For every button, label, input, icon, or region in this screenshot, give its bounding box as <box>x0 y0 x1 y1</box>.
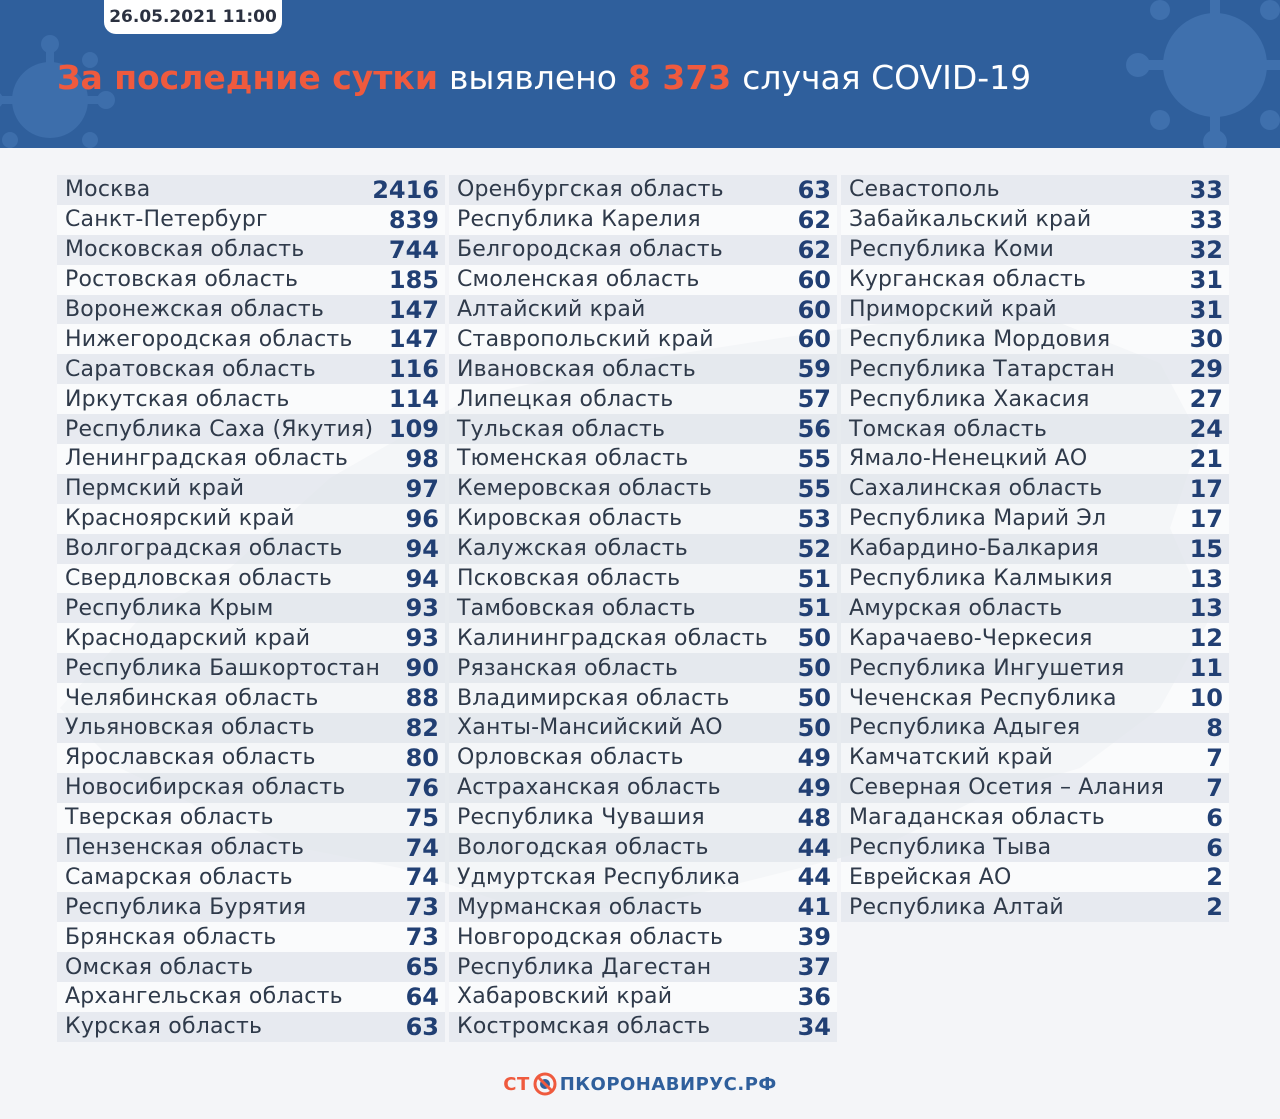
table-row <box>449 743 837 773</box>
case-count: 13 <box>1189 564 1223 593</box>
table-row <box>57 593 445 623</box>
region-name: Самарская область <box>65 864 293 890</box>
column-1 <box>57 175 445 1042</box>
case-count: 60 <box>797 265 831 294</box>
case-count: 65 <box>405 953 439 982</box>
region-name: Псковская область <box>457 566 681 592</box>
table-row <box>841 265 1229 295</box>
case-count: 60 <box>797 325 831 354</box>
case-count: 10 <box>1189 684 1223 713</box>
case-count: 63 <box>405 1012 439 1041</box>
case-count: 17 <box>1189 504 1223 533</box>
region-name: Тюменская область <box>457 446 689 472</box>
table-row <box>841 833 1229 863</box>
case-count: 94 <box>405 564 439 593</box>
region-name: Смоленская область <box>457 267 700 293</box>
region-name: Камчатский край <box>849 745 1053 771</box>
region-name: Забайкальский край <box>849 207 1092 233</box>
case-count: 55 <box>797 474 831 503</box>
table-row <box>841 504 1229 534</box>
case-count: 53 <box>797 504 831 533</box>
case-count: 73 <box>405 893 439 922</box>
region-name: Астраханская область <box>457 775 721 801</box>
region-name: Пензенская область <box>65 835 305 861</box>
region-name: Республика Татарстан <box>849 356 1115 382</box>
case-count: 11 <box>1189 654 1223 683</box>
region-name: Санкт-Петербург <box>65 207 268 233</box>
region-name: Республика Калмыкия <box>849 566 1113 592</box>
table-row <box>841 862 1229 892</box>
region-name: Московская область <box>65 237 305 263</box>
table-row <box>841 444 1229 474</box>
case-count: 60 <box>797 295 831 324</box>
region-name: Ульяновская область <box>65 715 315 741</box>
region-name: Алтайский край <box>457 297 646 322</box>
region-name: Томская область <box>849 416 1048 442</box>
region-name: Мурманская область <box>457 894 703 920</box>
table-row <box>449 593 837 623</box>
table-row <box>57 892 445 922</box>
region-name: Кемеровская область <box>457 476 713 502</box>
table-row <box>841 295 1229 325</box>
case-count: 57 <box>797 385 831 414</box>
region-name: Республика Ингушетия <box>849 655 1125 681</box>
case-count: 2416 <box>372 175 439 204</box>
region-name: Челябинская область <box>65 685 319 711</box>
table-row <box>57 1012 445 1042</box>
column-2 <box>449 175 837 1042</box>
region-name: Ямало-Ненецкий АО <box>849 446 1088 472</box>
case-count: 839 <box>388 205 439 234</box>
table-row <box>841 623 1229 653</box>
region-name: Республика Адыгея <box>849 715 1081 741</box>
case-count: 94 <box>405 534 439 563</box>
table-row <box>57 862 445 892</box>
table-row <box>449 295 837 325</box>
case-count: 97 <box>405 474 439 503</box>
region-name: Иркутская область <box>65 386 290 412</box>
table-row <box>449 683 837 713</box>
region-name: Республика Саха (Якутия) <box>65 416 374 442</box>
region-name: Ханты-Мансийский АО <box>457 715 723 741</box>
header-banner <box>0 0 1280 148</box>
region-name: Республика Алтай <box>849 894 1064 920</box>
region-name: Карачаево-Черкесия <box>849 625 1093 651</box>
region-name: Волгоградская область <box>65 536 343 562</box>
virus-icon <box>1120 0 1280 148</box>
case-count: 50 <box>797 684 831 713</box>
table-row <box>57 982 445 1012</box>
table-row <box>57 354 445 384</box>
table-row <box>449 504 837 534</box>
case-count: 93 <box>405 624 439 653</box>
region-name: Орловская область <box>457 745 684 771</box>
date-badge <box>104 0 282 34</box>
table-row <box>449 1012 837 1042</box>
page-title <box>57 58 1042 108</box>
table-row <box>449 354 837 384</box>
case-count: 109 <box>388 415 439 444</box>
case-count: 55 <box>797 444 831 473</box>
case-count: 62 <box>797 205 831 234</box>
region-name: Оренбургская область <box>457 177 724 203</box>
table-row <box>57 444 445 474</box>
table-row <box>57 414 445 444</box>
case-count: 15 <box>1189 534 1223 563</box>
region-name: Брянская область <box>65 924 277 950</box>
case-count: 93 <box>405 594 439 623</box>
table-row <box>449 265 837 295</box>
case-count: 88 <box>405 684 439 713</box>
region-name: Калининградская область <box>457 625 768 651</box>
region-name: Амурская область <box>849 595 1063 621</box>
case-count: 7 <box>1206 743 1223 772</box>
region-name: Республика Марий Эл <box>849 506 1107 532</box>
case-count: 34 <box>797 1012 831 1041</box>
table-row <box>449 653 837 683</box>
column-3 <box>841 175 1229 922</box>
table-row <box>841 474 1229 504</box>
case-count: 50 <box>797 624 831 653</box>
case-count: 51 <box>797 564 831 593</box>
table-row <box>57 205 445 235</box>
table-row <box>449 235 837 265</box>
title-accent: За последние сутки <box>57 58 438 97</box>
region-name: Костромская область <box>457 1014 711 1040</box>
region-name: Ярославская область <box>65 745 316 771</box>
region-name: Кировская область <box>457 506 683 532</box>
case-count: 116 <box>388 355 439 384</box>
region-name: Республика Тыва <box>849 835 1052 861</box>
table-row <box>57 324 445 354</box>
region-name: Рязанская область <box>457 655 679 681</box>
region-name: Удмуртская Республика <box>457 864 741 890</box>
table-row <box>449 384 837 414</box>
table-row <box>449 892 837 922</box>
case-count: 56 <box>797 415 831 444</box>
table-row <box>57 623 445 653</box>
region-name: Новгородская область <box>457 924 724 950</box>
table-row <box>57 952 445 982</box>
table-row <box>57 534 445 564</box>
region-name: Севастополь <box>849 177 1000 203</box>
case-count: 6 <box>1206 803 1223 832</box>
case-count: 185 <box>388 265 439 294</box>
table-row <box>57 504 445 534</box>
case-count: 147 <box>388 325 439 354</box>
table-row <box>57 175 445 205</box>
region-name: Сахалинская область <box>849 476 1103 502</box>
case-count: 64 <box>405 982 439 1011</box>
table-row <box>449 414 837 444</box>
table-row <box>57 713 445 743</box>
table-row <box>449 713 837 743</box>
table-row <box>449 982 837 1012</box>
region-name: Чеченская Республика <box>849 685 1117 711</box>
case-count: 96 <box>405 504 439 533</box>
region-name: Красноярский край <box>65 506 295 532</box>
table-row <box>449 175 837 205</box>
table-row <box>449 474 837 504</box>
table-row <box>57 683 445 713</box>
table-row <box>841 593 1229 623</box>
region-name: Республика Башкортостан <box>65 655 381 681</box>
case-count: 41 <box>797 893 831 922</box>
case-count: 2 <box>1206 893 1223 922</box>
case-count: 98 <box>405 444 439 473</box>
case-count: 31 <box>1189 295 1223 324</box>
table-row <box>57 564 445 594</box>
region-name: Республика Дагестан <box>457 954 712 980</box>
case-count: 75 <box>405 803 439 832</box>
table-row <box>449 623 837 653</box>
case-count: 49 <box>797 743 831 772</box>
region-name: Республика Бурятия <box>65 894 307 920</box>
table-row <box>841 324 1229 354</box>
region-name: Республика Крым <box>65 595 274 621</box>
table-row <box>841 235 1229 265</box>
table-row <box>841 773 1229 803</box>
table-row <box>57 833 445 863</box>
region-name: Республика Хакасия <box>849 386 1090 412</box>
table-row <box>57 474 445 504</box>
table-row <box>57 743 445 773</box>
case-count: 49 <box>797 773 831 802</box>
case-count: 24 <box>1189 415 1223 444</box>
table-row <box>449 862 837 892</box>
region-name: Владимирская область <box>457 685 730 711</box>
table-row <box>57 653 445 683</box>
table-row <box>449 324 837 354</box>
region-name: Липецкая область <box>457 386 674 412</box>
case-count: 744 <box>388 235 439 264</box>
region-name: Ростовская область <box>65 267 299 293</box>
case-count: 39 <box>797 923 831 952</box>
case-count: 90 <box>405 654 439 683</box>
region-name: Краснодарский край <box>65 625 311 651</box>
region-name: Курганская область <box>849 267 1087 293</box>
case-count: 37 <box>797 953 831 982</box>
virus-icon <box>532 1071 558 1097</box>
table-row <box>57 235 445 265</box>
table-row <box>841 743 1229 773</box>
case-count: 31 <box>1189 265 1223 294</box>
table-row <box>449 803 837 833</box>
case-count: 29 <box>1189 355 1223 384</box>
region-name: Свердловская область <box>65 566 333 592</box>
case-count: 76 <box>405 773 439 802</box>
table-row <box>841 564 1229 594</box>
table-row <box>841 683 1229 713</box>
region-name: Курская область <box>65 1014 263 1040</box>
table-row <box>449 773 837 803</box>
table-row <box>449 444 837 474</box>
title-mid: выявлено <box>448 58 617 97</box>
region-name: Ленинградская область <box>65 446 349 472</box>
table-row <box>841 175 1229 205</box>
logo-main-text: ПКОРОНАВИРУС.РФ <box>559 1073 777 1095</box>
table-row <box>449 952 837 982</box>
table-row <box>449 534 837 564</box>
table-row <box>57 265 445 295</box>
table-row <box>449 922 837 952</box>
table-row <box>57 922 445 952</box>
region-name: Архангельская область <box>65 984 343 1010</box>
case-count: 73 <box>405 923 439 952</box>
case-count: 44 <box>797 833 831 862</box>
table-row <box>841 653 1229 683</box>
region-name: Нижегородская область <box>65 326 353 352</box>
region-name: Еврейская АО <box>849 864 1012 890</box>
region-name: Белгородская область <box>457 237 723 263</box>
case-count: 30 <box>1189 325 1223 354</box>
region-name: Калужская область <box>457 536 688 562</box>
region-name: Москва <box>65 177 151 203</box>
total-cases: 8 373 <box>627 58 732 97</box>
case-count: 59 <box>797 355 831 384</box>
case-count: 6 <box>1206 833 1223 862</box>
region-name: Кабардино-Балкария <box>849 536 1099 562</box>
case-count: 21 <box>1189 444 1223 473</box>
table-row <box>841 384 1229 414</box>
table-row <box>841 354 1229 384</box>
region-name: Хабаровский край <box>457 984 673 1010</box>
case-count: 17 <box>1189 474 1223 503</box>
region-name: Воронежская область <box>65 297 325 322</box>
case-count: 147 <box>388 295 439 324</box>
table-row <box>841 414 1229 444</box>
case-count: 7 <box>1206 773 1223 802</box>
table-row <box>841 803 1229 833</box>
case-count: 36 <box>797 982 831 1011</box>
region-name: Тульская область <box>457 416 666 442</box>
case-count: 44 <box>797 863 831 892</box>
table-row <box>841 205 1229 235</box>
table-row <box>841 892 1229 922</box>
table-row <box>449 205 837 235</box>
case-count: 74 <box>405 863 439 892</box>
case-count: 8 <box>1206 713 1223 742</box>
region-name: Тамбовская область <box>457 595 696 621</box>
region-name: Магаданская область <box>849 805 1105 831</box>
table-row <box>841 534 1229 564</box>
logo-stop-text: СТ <box>503 1073 530 1095</box>
table-row <box>449 564 837 594</box>
title-end: случая COVID-19 <box>742 58 1032 97</box>
case-count: 74 <box>405 833 439 862</box>
region-name: Ивановская область <box>457 356 696 382</box>
region-name: Саратовская область <box>65 356 316 382</box>
region-name: Республика Карелия <box>457 207 701 233</box>
case-count: 80 <box>405 743 439 772</box>
case-count: 63 <box>797 175 831 204</box>
region-name: Приморский край <box>849 297 1057 322</box>
region-name: Пермский край <box>65 476 245 502</box>
region-name: Республика Чувашия <box>457 805 705 831</box>
table-row <box>449 833 837 863</box>
case-count: 33 <box>1189 205 1223 234</box>
case-count: 27 <box>1189 385 1223 414</box>
region-name: Вологодская область <box>457 835 709 861</box>
case-count: 50 <box>797 654 831 683</box>
case-count: 32 <box>1189 235 1223 264</box>
footer-logo[interactable] <box>0 1066 1280 1102</box>
region-name: Тверская область <box>65 805 274 831</box>
case-count: 12 <box>1189 624 1223 653</box>
region-name: Новосибирская область <box>65 775 346 801</box>
region-name: Ставропольский край <box>457 326 714 352</box>
region-name: Республика Мордовия <box>849 326 1111 352</box>
case-count: 114 <box>388 385 439 414</box>
case-count: 2 <box>1206 863 1223 892</box>
table-row <box>57 803 445 833</box>
case-count: 48 <box>797 803 831 832</box>
table-row <box>57 295 445 325</box>
case-count: 13 <box>1189 594 1223 623</box>
case-count: 50 <box>797 713 831 742</box>
region-name: Омская область <box>65 954 254 980</box>
case-count: 51 <box>797 594 831 623</box>
table-row <box>57 773 445 803</box>
case-count: 33 <box>1189 175 1223 204</box>
region-name: Республика Коми <box>849 237 1054 263</box>
case-count: 62 <box>797 235 831 264</box>
date-label: 26.05.2021 11:00 <box>109 7 277 27</box>
case-count: 82 <box>405 713 439 742</box>
table-row <box>57 384 445 414</box>
table-row <box>841 713 1229 743</box>
region-name: Северная Осетия – Алания <box>849 775 1165 801</box>
case-count: 52 <box>797 534 831 563</box>
